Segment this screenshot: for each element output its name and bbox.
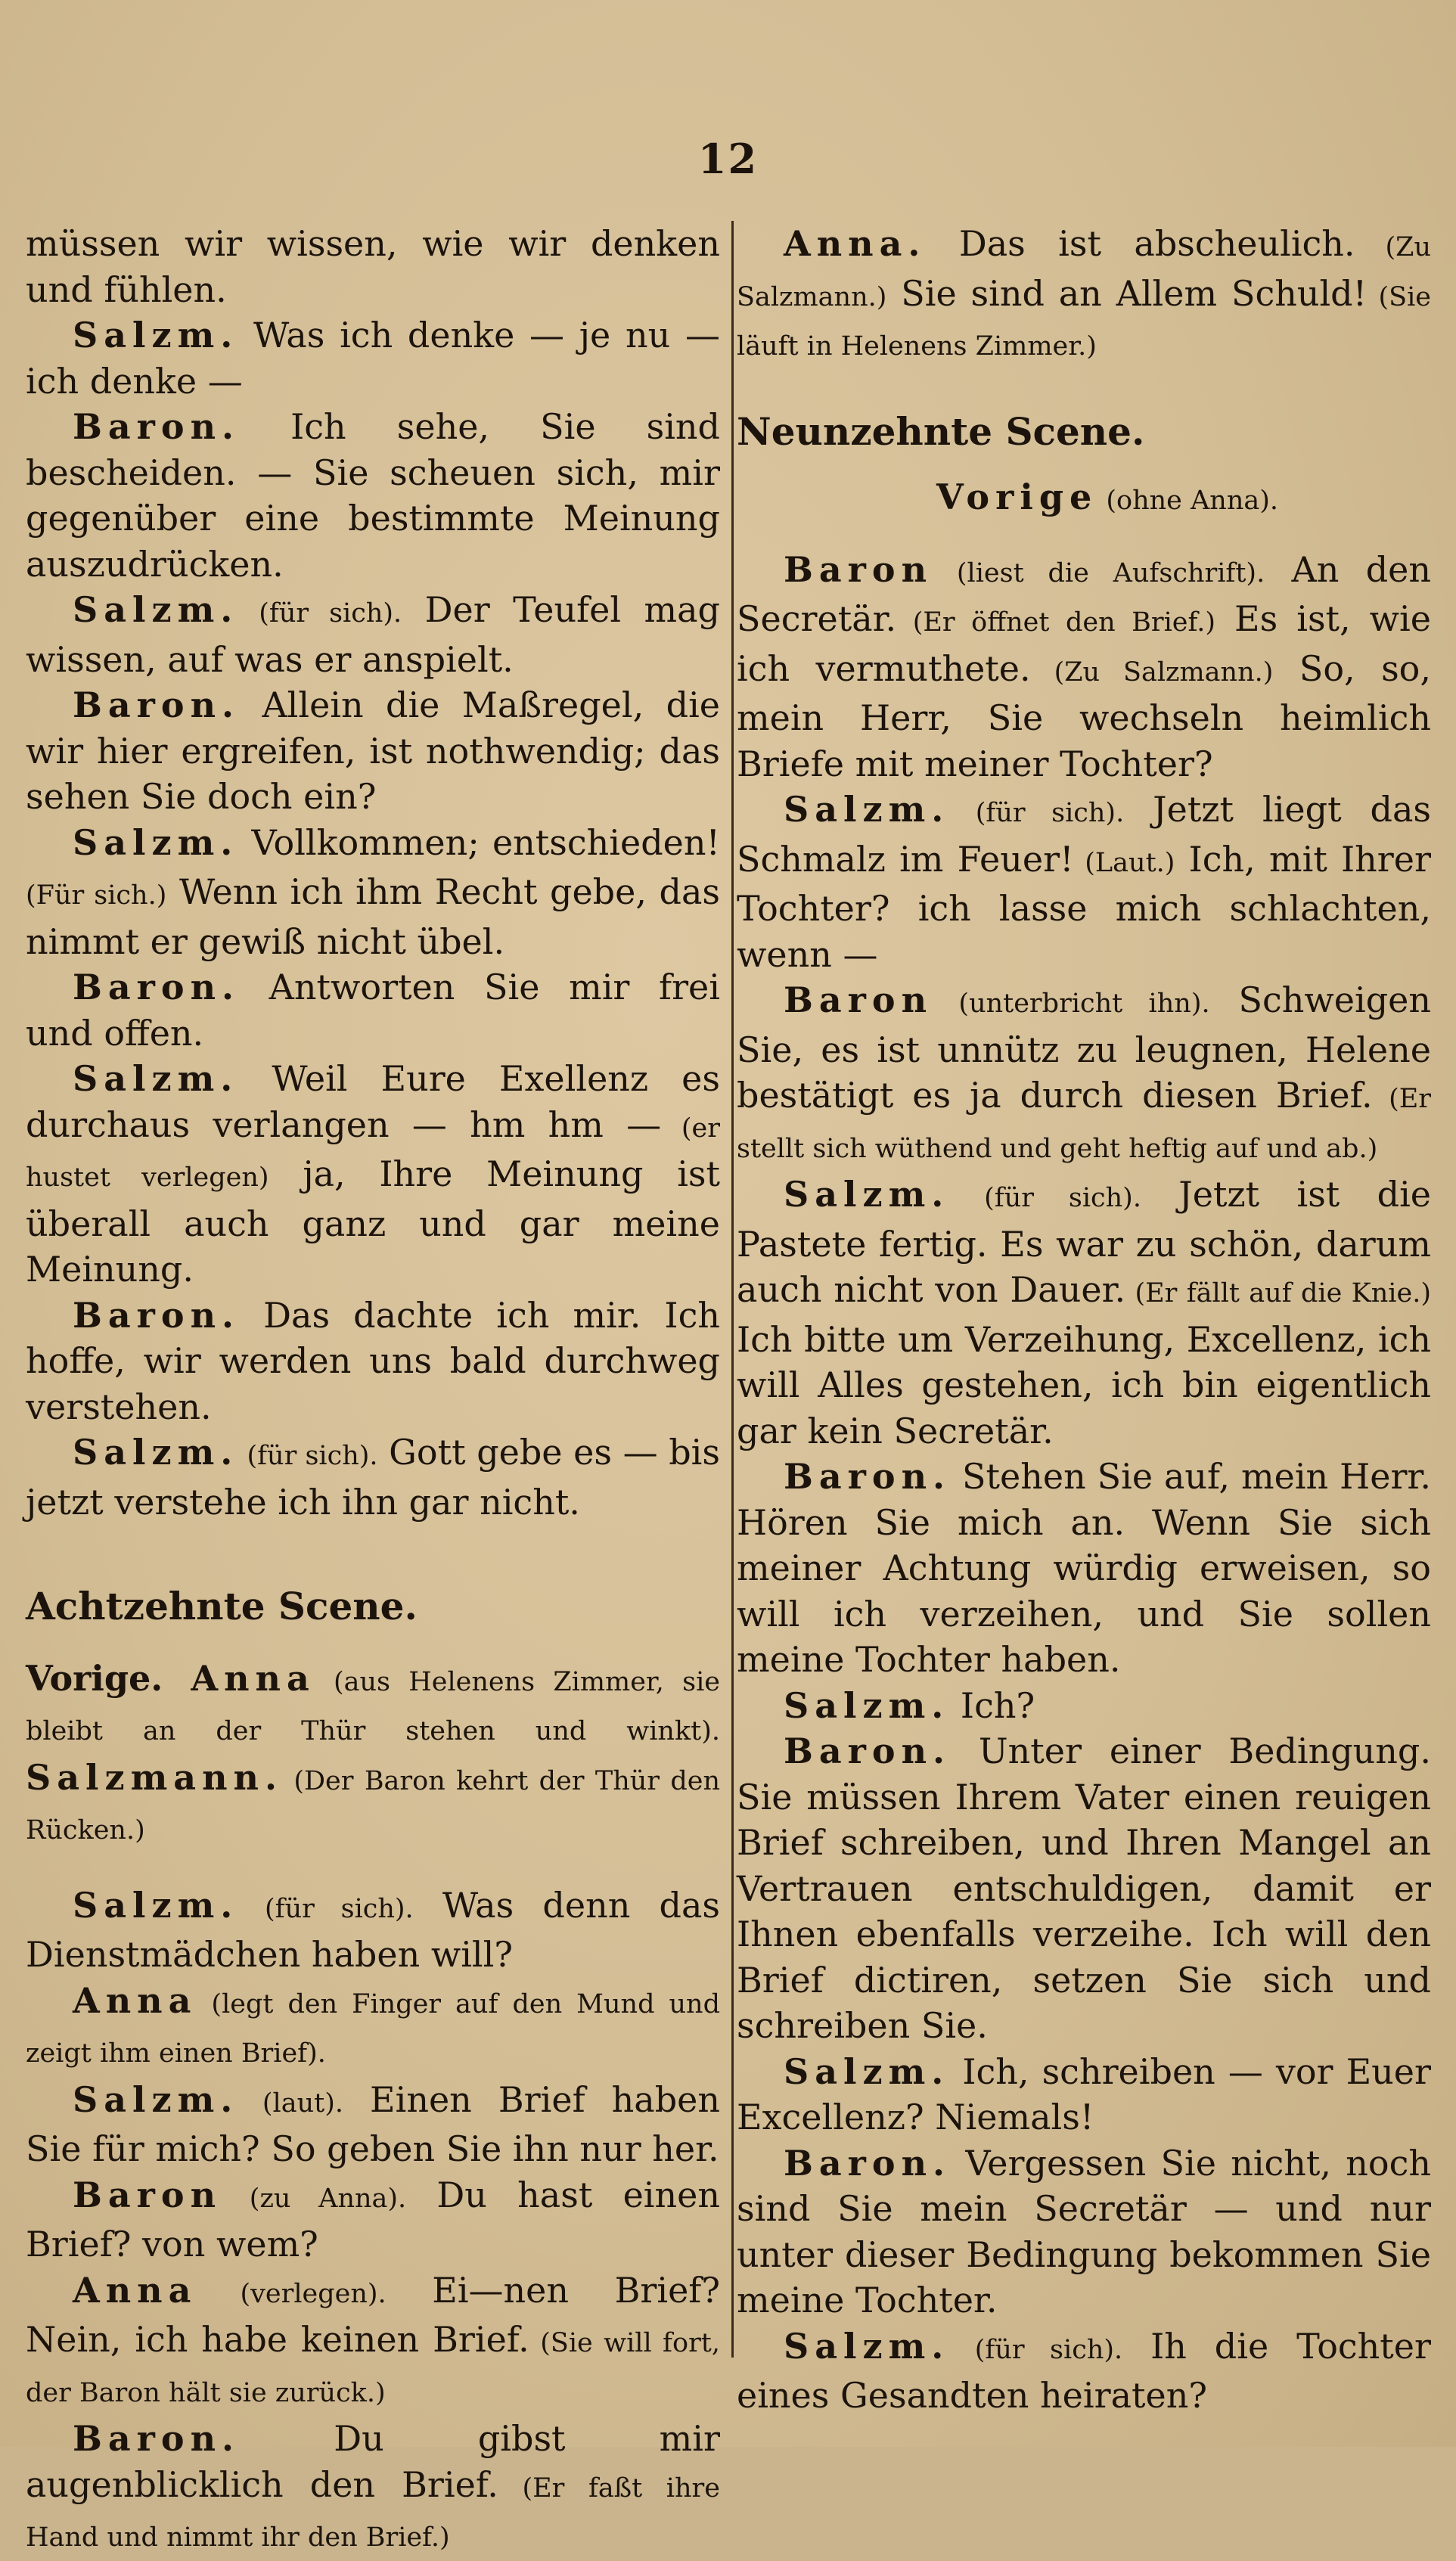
speaker-name: Salzm. [73, 821, 239, 863]
stage-direction: (Zu Salzmann.) [737, 232, 1432, 312]
speaker-name: Baron. [73, 2418, 241, 2459]
speaker-name: Baron. [73, 1294, 241, 1336]
dialogue-text: Schweigen Sie, es ist unnütz zu leugnen, Helene bestätigt es ja durch diesen Brief. [737, 979, 1431, 1116]
paragraph [737, 1454, 1431, 1683]
stage-direction: (Er stellt sich wüthend und geht heftig auf und ab.) [737, 1084, 1431, 1164]
dialogue-text: Jetzt ist die Pastete fertig. Es war zu schön, darum auch nicht von Dauer. [737, 1174, 1432, 1310]
dialogue-text: Wenn ich ihm Recht gebe, das nimmt er gewiß nicht übel. [26, 871, 721, 962]
speaker-name: Baron [784, 979, 933, 1020]
scene-persons [26, 1656, 720, 1854]
speaker-name: Salzm. [73, 1884, 239, 1926]
speaker-name: Anna. [784, 223, 927, 264]
paragraph [26, 2416, 720, 2561]
stage-direction: (für sich). [949, 798, 1125, 828]
paragraph [26, 1293, 720, 1430]
stage-direction: (für sich). [238, 1441, 378, 1471]
speaker-name: Baron. [73, 684, 241, 725]
paragraph [26, 2077, 720, 2172]
stage-direction: (er hustet verlegen) [26, 1113, 720, 1193]
stage-direction: (Er fällt auf die Knie.) [1125, 1278, 1431, 1308]
dialogue-text: Du gibst mir augenblicklich den Brief. [26, 2418, 720, 2505]
dialogue-text: Ich sehe, Sie sind bescheiden. — Sie scheuen sich, mir gegenüber eine bestimmte Meinung auszudrücken. [26, 406, 720, 585]
dialogue-text: Gott gebe es — bis jetzt verstehe ich ihn gar nicht. [26, 1432, 720, 1523]
dialogue-text: Ich, mit Ihrer Tochter? ich lasse mich schlachten, wenn — [737, 838, 1431, 975]
dialogue-text: Vollkommen; entschieden! [238, 821, 720, 863]
stage-direction: (liest die Aufschrift). [933, 557, 1265, 588]
speaker-name: Salzm. [73, 1058, 239, 1099]
left-column [26, 221, 720, 2561]
dialogue-text: Jetzt liegt das Schmalz im Feuer! [737, 789, 1431, 880]
speaker-name: Salzm. [73, 589, 239, 630]
stage-direction: (zu Anna). [222, 2183, 407, 2214]
stage-direction: (Er faßt ihre Hand und nimmt ihr den Brief.) [26, 2473, 720, 2553]
paragraph [737, 1172, 1431, 1454]
dialogue-text: Was ich denke — je nu — ich denke — [26, 315, 720, 402]
paragraph [737, 977, 1431, 1172]
dialogue-text: Das ist abscheulich. [926, 223, 1355, 264]
stage-direction: (für sich). [238, 1893, 414, 1924]
paragraph [737, 2324, 1431, 2419]
stage-direction: (für sich). [238, 598, 402, 629]
dialogue-text: Allein die Maßregel, die wir hier ergreifen, ist nothwendig; das sehen Sie doch ein? [26, 684, 720, 817]
dialogue-text: Es ist, wie ich vermuthete. [737, 598, 1431, 689]
dialogue-text: Was denn das Dienstmädchen haben will? [26, 1884, 720, 1975]
speaker-name: Baron [784, 548, 933, 590]
scene-heading: Achtzehnte Scene. [26, 1584, 418, 1628]
paragraph [737, 1728, 1431, 2049]
dialogue-text: Antworten Sie mir frei und offen. [26, 967, 720, 1054]
speaker-name: Salzm. [784, 2325, 950, 2367]
dialogue-text: Unter einer Bedingung. Sie müssen Ihrem Vater einen reuigen Brief schreiben, und Ihren Mangel an Vertrauen entschuldigen, damit er Ihnen ebenfalls verzeihe. Ich will den Brief dictiren, setzen Sie sich und schreiben Sie. [737, 1731, 1431, 2046]
dialogue-text: Das dachte ich mir. Ich hoffe, wir werden uns bald durchweg verstehen. [26, 1294, 720, 1427]
dialogue-text: Ich? [949, 1684, 1035, 1726]
paragraph [26, 682, 720, 820]
stage-direction: (für sich). [949, 2334, 1123, 2365]
dialogue-text: Ih die Tochter eines Gesandten heiraten? [737, 2325, 1431, 2416]
stage-direction: (aus Helenens Zimmer, sie bleibt an der Thür stehen und winkt). [26, 1666, 720, 1746]
dialogue-text: Ich bitte um Verzeihung, Excellenz, ich will Alles gestehen, ich bin eigentlich gar kein Secretär. [737, 1318, 1431, 1451]
stage-direction: (Laut.) [1073, 847, 1175, 878]
column-divider [731, 221, 734, 2358]
paragraph [26, 404, 720, 587]
speaker-name: Anna [73, 2269, 197, 2311]
paragraph [26, 1883, 720, 1978]
paragraph [737, 1683, 1431, 1729]
stage-direction: (legt den Finger auf den Mund und zeigt ihm einen Brief). [26, 1988, 720, 2069]
dialogue-text: Vergessen Sie nicht, noch sind Sie mein Secretär — und nur unter dieser Bedingung bekommen Sie meine Tochter. [737, 2142, 1431, 2320]
speaker-name: Salzmann. [26, 1756, 284, 1798]
speaker-name: Anna [163, 1657, 315, 1699]
dialogue-text: Du hast einen Brief? von wem? [26, 2174, 720, 2265]
dialogue-text: Ei—nen Brief? Nein, ich habe keinen Brief. [26, 2269, 720, 2360]
speaker-name: Salzm. [784, 1684, 950, 1726]
scene-heading: Neunzehnte Scene. [737, 408, 1145, 454]
speaker-name: Salzm. [73, 1432, 239, 1473]
persons-previous: Vorige. [26, 1657, 163, 1699]
speaker-name: Baron [73, 2174, 222, 2215]
speaker-name: Baron. [784, 1731, 952, 1771]
speaker-name: Baron. [73, 967, 241, 1007]
paragraph [26, 2268, 720, 2417]
dialogue-text: ja, Ihre Meinung ist überall auch ganz und gar meine Meinung. [26, 1153, 720, 1290]
page-number: 12 [697, 135, 759, 183]
speaker-name: Anna [73, 1979, 197, 2021]
speaker-name: Salzm. [784, 1174, 950, 1215]
stage-direction: (Sie läuft in Helenens Zimmer.) [737, 281, 1431, 362]
speaker-name: Salzm. [784, 789, 950, 830]
speaker-name: Baron. [784, 1456, 952, 1497]
persons-previous: Vorige [936, 477, 1098, 517]
paragraph [737, 547, 1431, 787]
stage-direction: (für sich). [949, 1183, 1141, 1213]
scene-persons [737, 474, 1431, 524]
dialogue-text: Einen Brief haben Sie für mich? So geben Sie ihn nur her. [26, 2078, 721, 2169]
paragraph [737, 787, 1431, 977]
paragraph [26, 312, 720, 404]
paragraph [737, 221, 1431, 370]
paragraph [26, 964, 720, 1056]
speaker-name: Salzm. [784, 2050, 950, 2092]
dialogue-text: Ich, schreiben — vor Euer Excellenz? Niemals! [737, 2050, 1431, 2137]
speaker-name: Salzm. [73, 2078, 239, 2120]
dialogue-text: Sie sind an Allem Schuld! [886, 272, 1368, 314]
stage-direction: (Zu Salzmann.) [1030, 657, 1274, 688]
dialogue-text: Der Teufel mag wissen, auf was er anspielt. [26, 589, 720, 680]
paragraph [26, 2172, 720, 2268]
paragraph [26, 1056, 720, 1293]
paragraph: müssen wir wissen, wie wir denken und fühlen. [26, 223, 720, 310]
right-column [737, 221, 1431, 2419]
paragraph [26, 1430, 720, 1525]
paragraph [26, 1978, 720, 2077]
dialogue-text: So, so, mein Herr, Sie wechseln heimlich Briefe mit meiner Tochter? [737, 647, 1431, 784]
stage-direction: (verlegen). [197, 2278, 387, 2309]
stage-direction: (laut). [238, 2088, 343, 2119]
paragraph [26, 587, 720, 682]
stage-direction: (ohne Anna). [1097, 486, 1279, 516]
stage-direction: (Er öffnet den Brief.) [896, 607, 1215, 638]
dialogue-text: An den Secretär. [737, 548, 1431, 639]
stage-direction: (unterbricht ihn). [933, 989, 1210, 1019]
paragraph [737, 2140, 1431, 2324]
speaker-name: Baron. [784, 2142, 952, 2184]
speaker-name: Salzm. [73, 315, 239, 355]
stage-direction: (Für sich.) [26, 880, 167, 911]
dialogue-text: Weil Eure Exellenz es durchaus verlangen — hm hm — [26, 1058, 720, 1145]
stage-direction: (Der Baron kehrt der Thür den Rücken.) [26, 1765, 720, 1845]
paragraph [26, 820, 720, 965]
paragraph [737, 2049, 1431, 2140]
dialogue-text: Stehen Sie auf, mein Herr. Hören Sie mich an. Wenn Sie sich meiner Achtung würdig erweisen, so will ich verzeihen, und Sie sollen meine Tochter haben. [737, 1456, 1431, 1680]
stage-direction: (Sie will fort, der Baron hält sie zurück.) [26, 2328, 720, 2408]
speaker-name: Baron. [73, 406, 241, 447]
